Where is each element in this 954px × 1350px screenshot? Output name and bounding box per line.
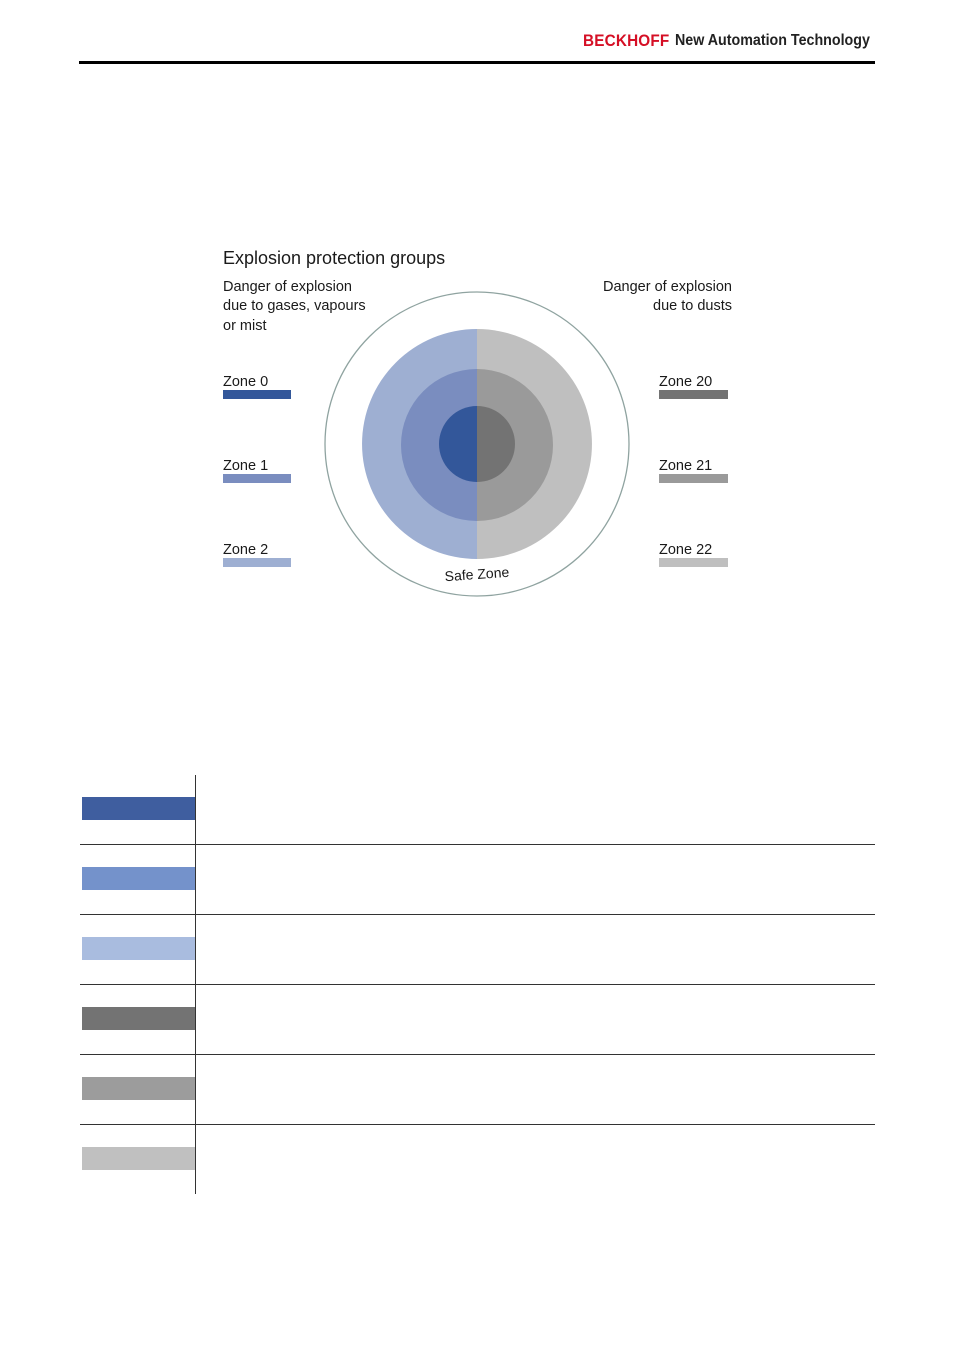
zone-2-swatch [223, 558, 291, 567]
zone-0-swatch [223, 390, 291, 399]
beckhoff-logo: BECKHOFF [583, 31, 670, 50]
zone-22-swatch [659, 558, 728, 567]
zone-1-table-swatch [82, 867, 195, 890]
table-row [80, 1124, 875, 1194]
dust-heading-line-1: Danger of explosion [603, 279, 732, 295]
zone-1-swatch [223, 474, 291, 483]
diagram-title: Explosion protection groups [223, 248, 446, 268]
column-divider [195, 845, 196, 914]
zone-2-label: Zone 2 [223, 542, 269, 558]
zone-20-label: Zone 20 [659, 374, 713, 390]
column-divider [195, 985, 196, 1054]
zone-0-label: Zone 0 [223, 374, 269, 390]
table-row [80, 1054, 875, 1124]
dust-heading-line-2: due to dusts [653, 298, 732, 314]
table-row [80, 844, 875, 914]
zone-21-swatch [659, 474, 728, 483]
zone-21-label: Zone 21 [659, 458, 713, 474]
gas-heading-line-1: Danger of explosion [223, 279, 352, 295]
gas-heading-line-3: or mist [223, 318, 267, 334]
zone-21-table-swatch [82, 1077, 195, 1100]
zone-table [80, 775, 875, 1194]
zone-22-label: Zone 22 [659, 542, 713, 558]
explosion-zones-diagram [220, 240, 740, 610]
header-brand [583, 31, 870, 51]
column-divider [195, 1125, 196, 1194]
safe-zone-label: Safe Zone [444, 563, 510, 585]
column-divider [195, 775, 196, 844]
gas-heading-line-2: due to gases, vapours [223, 298, 366, 314]
zone-22-table-swatch [82, 1147, 195, 1170]
zone-2-table-swatch [82, 937, 195, 960]
zone-1-label: Zone 1 [223, 458, 269, 474]
brand-tagline: New Automation Technology [675, 32, 870, 49]
column-divider [195, 915, 196, 984]
zone-20-swatch [659, 390, 728, 399]
column-divider [195, 1055, 196, 1124]
table-row [80, 984, 875, 1054]
table-row [80, 914, 875, 984]
zone-0-table-swatch [82, 797, 195, 820]
table-row [80, 775, 875, 844]
header-rule [79, 61, 875, 64]
zone-20-table-swatch [82, 1007, 195, 1030]
